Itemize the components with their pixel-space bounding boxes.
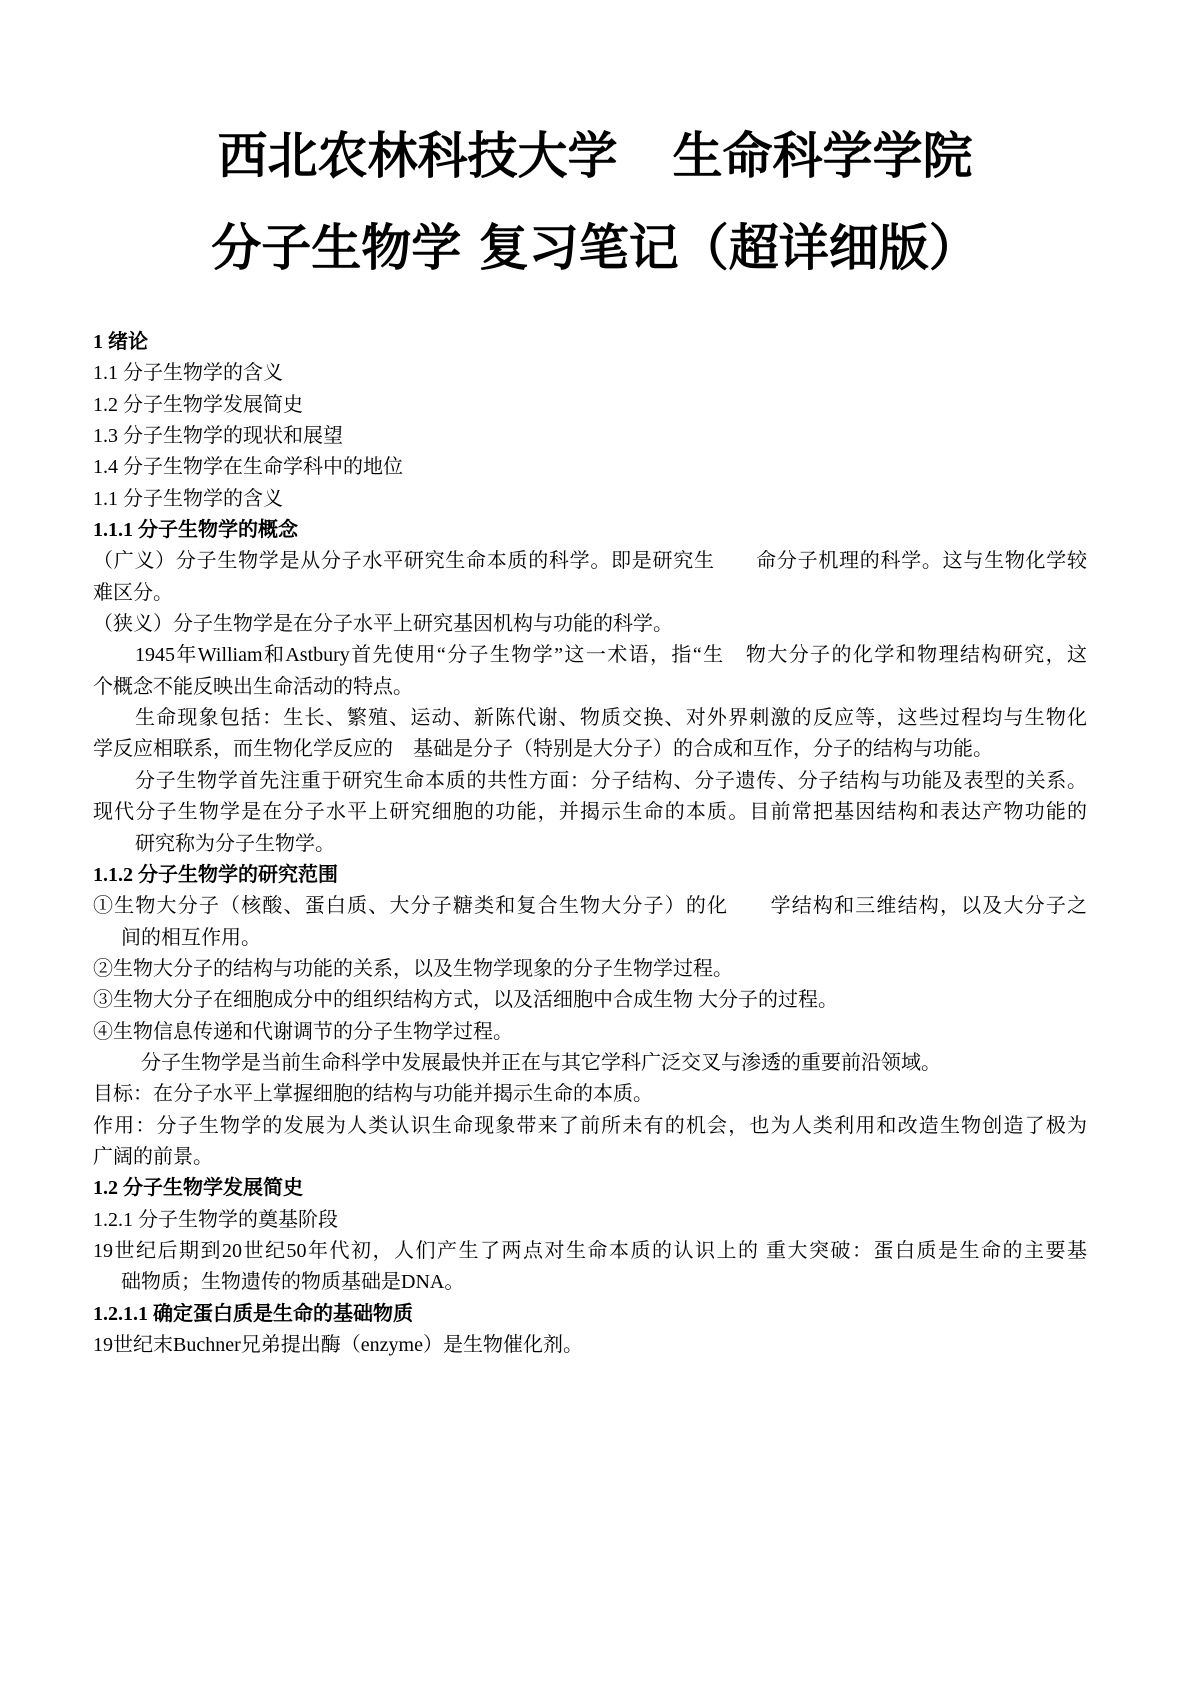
paragraph-line: 作用：分子生物学的发展为人类认识生命现象带来了前所未有的机会，也为人类利用和改造生物创造了极为 <box>93 1114 1087 1137</box>
paragraph-line: 研究称为分子生物学。 <box>135 832 335 855</box>
list-item-continuation: 间的相互作用。 <box>121 926 261 949</box>
heading-chapter: 1 绪论 <box>93 331 148 353</box>
paragraph-line: 个概念不能反映出生命活动的特点。 <box>93 675 413 698</box>
paragraph-line: 现代分子生物学是在分子水平上研究细胞的功能，并揭示生命的本质。目前常把基因结构和表达产物功能的 <box>93 801 1087 824</box>
toc-item: 1.4 分子生物学在生命学科中的地位 <box>93 456 403 479</box>
list-item: ④生物信息传递和代谢调节的分子生物学过程。 <box>93 1020 513 1043</box>
university-name: 西北农林科技大学 <box>217 127 618 185</box>
subsubsection-heading: 1.2.1.1 确定蛋白质是生命的基础物质 <box>93 1302 413 1325</box>
subsection-heading: 1.1.2 分子生物学的研究范围 <box>93 863 338 886</box>
paragraph-line: 学反应相联系，而生物化学反应的 基础是分子（特别是大分子）的合成和互作，分子的结构与功能。 <box>93 738 993 761</box>
section-heading: 1.1 分子生物学的含义 <box>93 487 283 510</box>
paragraph-line: 广阔的前景。 <box>93 1145 213 1168</box>
section-heading: 1.2 分子生物学发展简史 <box>93 1177 303 1200</box>
document-header <box>0 126 1190 186</box>
toc-item: 1.3 分子生物学的现状和展望 <box>93 425 343 448</box>
list-item: ②生物大分子的结构与功能的关系，以及生物学现象的分子生物学过程。 <box>93 957 733 980</box>
paragraph-line: （狭义）分子生物学是在分子水平上研究基因机构与功能的科学。 <box>93 613 673 636</box>
document-title: 分子生物学 复习笔记（超详细版） <box>211 219 979 277</box>
toc-item: 1.1 分子生物学的含义 <box>93 362 283 385</box>
paragraph-line: 难区分。 <box>93 581 173 604</box>
toc-item: 1.2 分子生物学发展简史 <box>93 393 303 416</box>
paragraph-line: 目标：在分子水平上掌握细胞的结构与功能并揭示生命的本质。 <box>93 1083 653 1106</box>
paragraph-line: 分子生物学是当前生命科学中发展最快并正在与其它学科广泛交叉与渗透的重要前沿领域。 <box>141 1051 941 1074</box>
college-name: 生命科学学院 <box>672 127 973 185</box>
paragraph-line: 19世纪末Buchner兄弟提出酶（enzyme）是生物催化剂。 <box>93 1334 583 1356</box>
subsection-heading: 1.2.1 分子生物学的奠基阶段 <box>93 1208 338 1231</box>
subsection-heading: 1.1.1 分子生物学的概念 <box>93 519 298 542</box>
document-body <box>93 327 1087 1361</box>
paragraph-line: 1945年William和Astbury首先使用“分子生物学”这一术语，指“生 物大分子的化学和物理结构研究，这 <box>135 644 1087 667</box>
paragraph-line: 分子生物学首先注重于研究生命本质的共性方面：分子结构、分子遗传、分子结构与功能及表型的关系。 <box>135 769 1087 792</box>
list-item: ③生物大分子在细胞成分中的组织结构方式，以及活细胞中合成生物 大分子的过程。 <box>93 989 838 1012</box>
paragraph-line: （广义）分子生物学是从分子水平研究生命本质的科学。即是研究生 命分子机理的科学。这与生物化学较 <box>93 550 1087 573</box>
list-item: ①生物大分子（核酸、蛋白质、大分子糖类和复合生物大分子）的化 学结构和三维结构，以及大分子之 <box>93 895 1087 918</box>
paragraph-line: 19世纪后期到20世纪50年代初，人们产生了两点对生命本质的认识上的 重大突破：蛋白质是生命的主要基 <box>93 1239 1087 1262</box>
paragraph-line: 生命现象包括：生长、繁殖、运动、新陈代谢、物质交换、对外界刺激的反应等，这些过程均与生物化 <box>135 707 1087 730</box>
paragraph-line: 础物质；生物遗传的物质基础是DNA。 <box>121 1271 465 1294</box>
